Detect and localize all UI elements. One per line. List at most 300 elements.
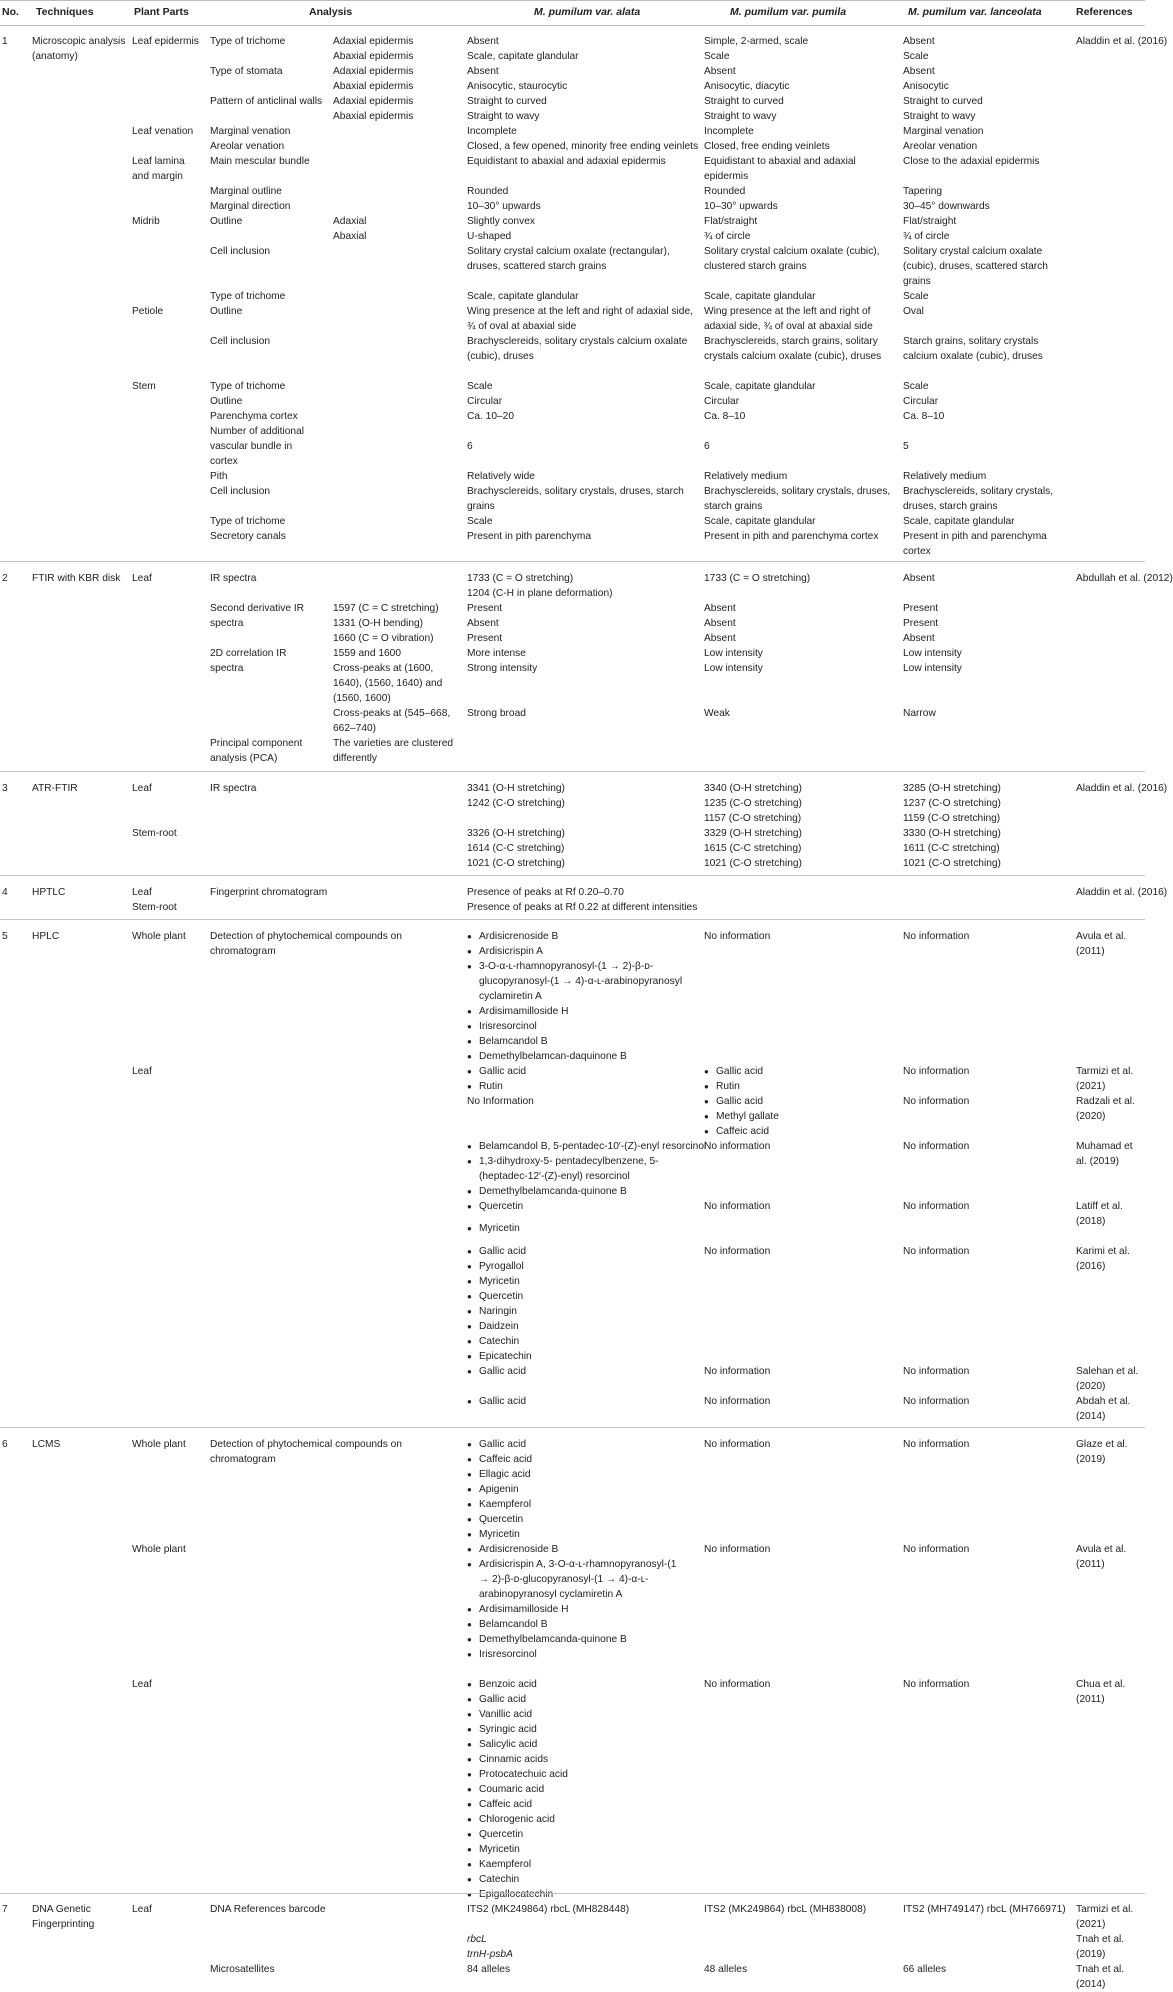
compound-list xyxy=(467,1677,568,1902)
lanceolata-value: Scale xyxy=(903,291,929,302)
pumila-value: No information xyxy=(704,1439,771,1450)
alata-value: 1733 (C = O stretching) xyxy=(467,573,574,584)
alata-value: 1614 (C-C stretching) xyxy=(467,843,565,854)
list-item: ● Caffeic acid xyxy=(467,1452,532,1467)
compound-list xyxy=(467,1199,523,1236)
analysis-sub: Abaxial epidermis xyxy=(333,81,414,92)
pumila-value: ¾ of circle xyxy=(704,231,751,242)
row-number: 5 xyxy=(2,931,8,942)
row-number: 2 xyxy=(2,573,8,584)
technique: HPLC xyxy=(32,931,60,942)
alata-value: Present in pith parenchyma xyxy=(467,531,592,542)
alata-value: 1242 (C-O stretching) xyxy=(467,798,565,809)
pumila-value: Ca. 8–10 xyxy=(704,411,746,422)
lanceolata-value: Straight to curved xyxy=(903,96,983,107)
row-number: 3 xyxy=(2,783,8,794)
pumila-value: No information xyxy=(704,1366,771,1377)
pumila-value: Anisocytic, diacytic xyxy=(704,81,790,92)
reference: Tnah et al. (2019) xyxy=(1076,1934,1125,1960)
pumila-value: ITS2 (MK249864) rbcL (MH838008) xyxy=(704,1904,867,1915)
list-item: ● Epigallocatechin xyxy=(467,1887,568,1902)
pumila-value: Brachysclereids, solitary crystals, druses, starch grains xyxy=(704,486,891,512)
reference: Salehan et al. (2020) xyxy=(1076,1366,1139,1392)
reference: Chua et al. (2011) xyxy=(1076,1679,1126,1705)
alata-value: 6 xyxy=(467,441,473,452)
reference: Glaze et al. (2019) xyxy=(1076,1439,1128,1465)
plant-part: Petiole xyxy=(132,306,164,317)
plant-part: Leaf xyxy=(132,1066,152,1077)
alata-value: 1204 (C-H in plane deformation) xyxy=(467,588,613,599)
list-item: ● Ardisimamilloside H xyxy=(467,1004,689,1019)
list-item: ● Rutin xyxy=(467,1079,526,1094)
analysis-label: Type of trichome xyxy=(210,291,286,302)
analysis-label: Type of stomata xyxy=(210,66,283,77)
pumila-value: No information xyxy=(704,1679,771,1690)
reference: Latiff et al. (2018) xyxy=(1076,1201,1123,1227)
compound-list xyxy=(467,1437,532,1542)
pumila-value: 1615 (C-C stretching) xyxy=(704,843,802,854)
row-divider xyxy=(0,771,1145,772)
analysis-label: Cell inclusion xyxy=(210,336,271,347)
lanceolata-value: Absent xyxy=(903,66,935,77)
alata-value: Present xyxy=(467,603,503,614)
pumila-value: 6 xyxy=(704,441,710,452)
list-item: ● Benzoic acid xyxy=(467,1677,568,1692)
pumila-value: No information xyxy=(704,1201,771,1212)
reference: Avula et al. (2011) xyxy=(1076,1544,1127,1570)
alata-value: Rounded xyxy=(467,186,509,197)
list-item: ● Caffeic acid xyxy=(704,1124,779,1139)
list-item: ● 3-O-α-ʟ-rhamnopyranosyl-(1 → 2)-β-ᴅ-glucopyranosyl-(1 → 4)-α-ʟ-arabinopyranosyl cyclamiretin A xyxy=(467,959,689,1004)
lanceolata-value: Solitary crystal calcium oxalate (cubic), druses, scattered starch grains xyxy=(903,246,1048,287)
reference: Muhamad et al. (2019) xyxy=(1076,1141,1133,1167)
list-item: ● Quercetin xyxy=(467,1199,523,1214)
pumila-value: Straight to curved xyxy=(704,96,784,107)
lanceolata-value: Present xyxy=(903,618,939,629)
compound-list xyxy=(704,1094,779,1139)
list-item: ● Quercetin xyxy=(467,1512,532,1527)
lanceolata-value: Tapering xyxy=(903,186,943,197)
lanceolata-value: Anisocytic xyxy=(903,81,949,92)
lanceolata-value: Circular xyxy=(903,396,939,407)
analysis-sub: Abaxial epidermis xyxy=(333,111,414,122)
list-item: ● Demethylbelamcanda-quinone B xyxy=(467,1184,706,1199)
technique: Microscopic analysis (anatomy) xyxy=(32,36,126,62)
list-item: ● Ardisicrispin A, 3-O-α-ʟ-rhamnopyranosyl-(1 → 2)-β-ᴅ-glucopyranosyl-(1 → 4)-α-ʟ-arabinopyranosyl cyclamiretin A xyxy=(467,1557,689,1602)
analysis-label: Outline xyxy=(210,306,243,317)
lanceolata-value: Marginal venation xyxy=(903,126,984,137)
analysis-sub: 1597 (C = C stretching) xyxy=(333,603,439,614)
alata-value: Strong broad xyxy=(467,708,526,719)
alata-value: No Information xyxy=(467,1096,534,1107)
pumila-value: 48 alleles xyxy=(704,1964,748,1975)
list-item: ● Rutin xyxy=(704,1079,763,1094)
lanceolata-value: No information xyxy=(903,1396,970,1407)
compound-list xyxy=(704,1064,763,1094)
analysis-label: IR spectra xyxy=(210,783,257,794)
plant-part: Leaf xyxy=(132,887,152,898)
analysis-label: Cell inclusion xyxy=(210,486,271,497)
analysis-sub: Adaxial epidermis xyxy=(333,96,414,107)
compound-list xyxy=(467,1244,532,1364)
analysis-label: Type of trichome xyxy=(210,381,286,392)
analysis-label: Secretory canals xyxy=(210,531,286,542)
header-pumila: M. pumilum var. pumila xyxy=(730,6,847,18)
list-item: ● Ardisicrenoside B xyxy=(467,1542,689,1557)
alata-value: Straight to wavy xyxy=(467,111,540,122)
list-item: ● Ardisicrenoside B xyxy=(467,929,689,944)
analysis-sub: Adaxial xyxy=(333,216,367,227)
row-number: 6 xyxy=(2,1439,8,1450)
lanceolata-value: 1237 (C-O stretching) xyxy=(903,798,1001,809)
pumila-value: No information xyxy=(704,931,771,942)
analysis-sub: 1660 (C = O vibration) xyxy=(333,633,434,644)
list-item: ● 1,3-dihydroxy-5- pentadecylbenzene, 5-(heptadec-12′-(Z)-enyl) resorcinol xyxy=(467,1154,689,1184)
pumila-value: Flat/straight xyxy=(704,216,758,227)
lanceolata-value: Flat/straight xyxy=(903,216,957,227)
lanceolata-value: 3330 (O-H stretching) xyxy=(903,828,1001,839)
alata-value: Wing presence at the left and right of adaxial side, ¾ of oval at abaxial side xyxy=(467,306,693,332)
alata-value: Absent xyxy=(467,36,499,47)
hptlc-result: Presence of peaks at Rf 0.22 at different intensities xyxy=(467,902,698,913)
reference: Tarmizi et al. (2021) xyxy=(1076,1066,1134,1092)
pumila-value: Rounded xyxy=(704,186,746,197)
pumila-value: Absent xyxy=(704,66,736,77)
compound-list xyxy=(467,1139,706,1199)
lanceolata-value: Scale, capitate glandular xyxy=(903,516,1015,527)
list-item: ● Myricetin xyxy=(467,1842,568,1857)
pumila-value: 1021 (C-O stretching) xyxy=(704,858,802,869)
alata-value: Absent xyxy=(467,618,499,629)
reference: Aladdin et al. (2016) xyxy=(1076,783,1168,794)
plant-part: Leaf epidermis xyxy=(132,36,199,47)
list-item: ● Ardisimamilloside H xyxy=(467,1602,689,1617)
list-item: ● Naringin xyxy=(467,1304,532,1319)
compound-list xyxy=(467,1064,526,1094)
alata-value: rbcL xyxy=(467,1934,487,1945)
pumila-value: No information xyxy=(704,1246,771,1257)
reference: Aladdin et al. (2016) xyxy=(1076,36,1168,47)
alata-value: 3341 (O-H stretching) xyxy=(467,783,565,794)
alata-value: Relatively wide xyxy=(467,471,535,482)
lanceolata-value: No information xyxy=(903,1201,970,1212)
list-item: ● Myricetin xyxy=(467,1274,532,1289)
pumila-value: 10–30° upwards xyxy=(704,201,778,212)
header-references: References xyxy=(1076,6,1133,18)
lanceolata-value: Oval xyxy=(903,306,924,317)
list-item: ● Demethylbelamcanda-quinone B xyxy=(467,1632,689,1647)
alata-value: Absent xyxy=(467,66,499,77)
technique: LCMS xyxy=(32,1439,61,1450)
analysis-label: Cell inclusion xyxy=(210,246,271,257)
lanceolata-value: Areolar venation xyxy=(903,141,978,152)
analysis-label: Detection of phytochemical compounds on chromatogram xyxy=(210,1439,402,1465)
plant-part: Midrib xyxy=(132,216,160,227)
lanceolata-value: Brachysclereids, solitary crystals, druses, starch grains xyxy=(903,486,1054,512)
pumila-value: No information xyxy=(704,1396,771,1407)
compound-list xyxy=(467,1394,526,1409)
lanceolata-value: 5 xyxy=(903,441,909,452)
lanceolata-value: No information xyxy=(903,931,970,942)
analysis-sub: 1559 and 1600 xyxy=(333,648,401,659)
list-item: ● Ellagic acid xyxy=(467,1467,532,1482)
list-item: ● Quercetin xyxy=(467,1289,532,1304)
alata-value: Scale, capitate glandular xyxy=(467,291,579,302)
lanceolata-value: Narrow xyxy=(903,708,936,719)
alata-value: Brachysclereids, solitary crystals calcium oxalate (cubic), druses xyxy=(467,336,688,362)
analysis-label: Parenchyma cortex xyxy=(210,411,298,422)
alata-value: ITS2 (MK249864) rbcL (MH828448) xyxy=(467,1904,630,1915)
row-divider xyxy=(0,1427,1145,1428)
pumila-value: Incomplete xyxy=(704,126,754,137)
list-item: ● Methyl gallate xyxy=(704,1109,779,1124)
lanceolata-value: Relatively medium xyxy=(903,471,987,482)
analysis-sub: 1331 (O-H bending) xyxy=(333,618,424,629)
lanceolata-value: 66 alleles xyxy=(903,1964,947,1975)
pumila-value: 1733 (C = O stretching) xyxy=(704,573,811,584)
lanceolata-value: Absent xyxy=(903,36,935,47)
list-item: ● Gallic acid xyxy=(704,1094,779,1109)
lanceolata-value: No information xyxy=(903,1544,970,1555)
analysis-label: Type of trichome xyxy=(210,36,286,47)
pumila-value: Present in pith and parenchyma cortex xyxy=(704,531,879,542)
analysis-label: Marginal outline xyxy=(210,186,282,197)
list-item: ● Ardisicrispin A xyxy=(467,944,689,959)
pumila-value: Absent xyxy=(704,603,736,614)
pumila-value: 3329 (O-H stretching) xyxy=(704,828,802,839)
analysis-label: Pith xyxy=(210,471,228,482)
lanceolata-value: Present xyxy=(903,603,939,614)
list-item: ● Belamcandol B, 5-pentadec-10′-(Z)-enyl resorcinol xyxy=(467,1139,706,1154)
lanceolata-value: Starch grains, solitary crystals calcium oxalate (cubic), druses xyxy=(903,336,1043,362)
pumila-value: 1235 (C-O stretching) xyxy=(704,798,802,809)
analysis-label: Pattern of anticlinal walls xyxy=(210,96,323,107)
reference: Avula et al. (2011) xyxy=(1076,931,1127,957)
list-item: ● Caffeic acid xyxy=(467,1797,568,1812)
list-item: ● Gallic acid xyxy=(467,1064,526,1079)
reference: Abdah et al. (2014) xyxy=(1076,1396,1131,1422)
pumila-value: Low intensity xyxy=(704,648,763,659)
list-item: ● Gallic acid xyxy=(704,1064,763,1079)
pumila-value: Scale, capitate glandular xyxy=(704,381,816,392)
compound-list xyxy=(467,1542,689,1662)
pumila-value: Scale, capitate glandular xyxy=(704,516,816,527)
alata-value: 1021 (C-O stretching) xyxy=(467,858,565,869)
row-divider xyxy=(0,561,1145,562)
pumila-value: Low intensity xyxy=(704,663,763,674)
alata-value: trnH-psbA xyxy=(467,1949,513,1960)
plant-part: Stem-root xyxy=(132,902,177,913)
technique: HPTLC xyxy=(32,887,66,898)
row-divider xyxy=(0,1893,1145,1894)
lanceolata-value: Ca. 8–10 xyxy=(903,411,945,422)
analysis-label: Detection of phytochemical compounds on chromatogram xyxy=(210,931,402,957)
list-item: ● Cinnamic acids xyxy=(467,1752,568,1767)
lanceolata-value: Absent xyxy=(903,573,935,584)
plant-part: Leaf xyxy=(132,783,152,794)
lanceolata-value: Scale xyxy=(903,381,929,392)
analysis-label: DNA References barcode xyxy=(210,1904,326,1915)
alata-value: Ca. 10–20 xyxy=(467,411,515,422)
analysis-label: 2D correlation IR spectra xyxy=(210,648,287,674)
row-divider xyxy=(0,919,1145,920)
pumila-value: Wing presence at the left and right of adaxial side, ¾ of oval at abaxial side xyxy=(704,306,873,332)
analysis-label: IR spectra xyxy=(210,573,257,584)
alata-value: 10–30° upwards xyxy=(467,201,541,212)
alata-value: Slightly convex xyxy=(467,216,535,227)
list-item: ● Epicatechin xyxy=(467,1349,532,1364)
list-item: ● Myricetin xyxy=(467,1221,523,1236)
list-item: ● Vanillic acid xyxy=(467,1707,568,1722)
pumila-value: Solitary crystal calcium oxalate (cubic), clustered starch grains xyxy=(704,246,880,272)
header-analysis: Analysis xyxy=(309,6,353,18)
lanceolata-value: ¾ of circle xyxy=(903,231,950,242)
lanceolata-value: Close to the adaxial epidermis xyxy=(903,156,1040,167)
analysis-sub: The varieties are clustered differently xyxy=(333,738,454,764)
row-number: 4 xyxy=(2,887,8,898)
analysis-sub: Abaxial xyxy=(333,231,367,242)
analysis-label: Principal component analysis (PCA) xyxy=(210,738,303,764)
list-item: ● Gallic acid xyxy=(467,1364,526,1379)
lanceolata-value: ITS2 (MH749147) rbcL (MH766971) xyxy=(903,1904,1066,1915)
lanceolata-value: 3285 (O-H stretching) xyxy=(903,783,1001,794)
technique: DNA Genetic Fingerprinting xyxy=(32,1904,95,1930)
lanceolata-value: No information xyxy=(903,1096,970,1107)
plant-part: Leaf venation xyxy=(132,126,194,137)
list-item: ● Apigenin xyxy=(467,1482,532,1497)
analysis-label: Number of additional vascular bundle in cortex xyxy=(210,426,305,467)
list-item: ● Kaempferol xyxy=(467,1857,568,1872)
pumila-value: No information xyxy=(704,1141,771,1152)
pumila-value: Absent xyxy=(704,633,736,644)
lanceolata-value: Straight to wavy xyxy=(903,111,976,122)
row-number: 1 xyxy=(2,36,8,47)
alata-value: More intense xyxy=(467,648,526,659)
pumila-value: Straight to wavy xyxy=(704,111,777,122)
list-item: ● Quercetin xyxy=(467,1827,568,1842)
alata-value: Circular xyxy=(467,396,503,407)
list-item: ● Salicylic acid xyxy=(467,1737,568,1752)
lanceolata-value: Low intensity xyxy=(903,663,962,674)
alata-value: 3326 (O-H stretching) xyxy=(467,828,565,839)
list-item: ● Gallic acid xyxy=(467,1394,526,1409)
alata-value: Scale xyxy=(467,516,493,527)
lanceolata-value: No information xyxy=(903,1066,970,1077)
list-item: ● Protocatechuic acid xyxy=(467,1767,568,1782)
plant-part: Leaf lamina and margin xyxy=(132,156,185,182)
lanceolata-value: 30–45° downwards xyxy=(903,201,990,212)
header-plant-parts: Plant Parts xyxy=(134,6,189,18)
alata-value: Closed, a few opened, minority free ending veinlets xyxy=(467,141,699,152)
header-lanceolata: M. pumilum var. lanceolata xyxy=(908,6,1042,18)
lanceolata-value: No information xyxy=(903,1439,970,1450)
lanceolata-value: No information xyxy=(903,1141,970,1152)
alata-value: Equidistant to abaxial and adaxial epidermis xyxy=(467,156,666,167)
reference: Aladdin et al. (2016) xyxy=(1076,887,1168,898)
alata-value: Strong intensity xyxy=(467,663,538,674)
list-item: ● Myricetin xyxy=(467,1527,532,1542)
pumila-value: Circular xyxy=(704,396,740,407)
header-alata: M. pumilum var. alata xyxy=(534,6,641,18)
analysis-label: Main mescular bundle xyxy=(210,156,310,167)
alata-value: Straight to curved xyxy=(467,96,547,107)
plant-part: Whole plant xyxy=(132,931,186,942)
table-header xyxy=(0,0,1145,26)
lanceolata-value: Present in pith and parenchyma cortex xyxy=(903,531,1047,557)
plant-part: Whole plant xyxy=(132,1544,186,1555)
list-item: ● Daidzein xyxy=(467,1319,532,1334)
analysis-sub: Abaxial epidermis xyxy=(333,51,414,62)
pumila-value: 1157 (C-O stretching) xyxy=(704,813,802,824)
list-item: ● Coumaric acid xyxy=(467,1782,568,1797)
technique: FTIR with KBR disk xyxy=(32,573,121,584)
plant-part: Stem xyxy=(132,381,156,392)
pumila-value: Equidistant to abaxial and adaxial epidermis xyxy=(704,156,856,182)
row-number: 7 xyxy=(2,1904,8,1915)
plant-part: Whole plant xyxy=(132,1439,186,1450)
reference: Abdullah et al. (2012) xyxy=(1076,573,1173,584)
pumila-value: Closed, free ending veinlets xyxy=(704,141,830,152)
lanceolata-value: 1611 (C-C stretching) xyxy=(903,843,1000,854)
analysis-label: Outline xyxy=(210,216,243,227)
plant-part: Leaf xyxy=(132,573,152,584)
plant-part: Stem-root xyxy=(132,828,177,839)
lanceolata-value: Scale xyxy=(903,51,929,62)
list-item: ● Demethylbelamcan-daquinone B xyxy=(467,1049,689,1064)
header-techniques: Techniques xyxy=(36,6,94,18)
hptlc-result: Presence of peaks at Rf 0.20–0.70 xyxy=(467,887,624,898)
alata-value: Brachysclereids, solitary crystals, druses, starch grains xyxy=(467,486,684,512)
technique: ATR-FTIR xyxy=(32,783,78,794)
list-item: ● Belamcandol B xyxy=(467,1617,689,1632)
reference: Radzali et al. (2020) xyxy=(1076,1096,1135,1122)
compound-list xyxy=(467,929,689,1064)
analysis-label: Type of trichome xyxy=(210,516,286,527)
lanceolata-value: No information xyxy=(903,1246,970,1257)
alata-value: Anisocytic, staurocytic xyxy=(467,81,568,92)
list-item: ● Catechin xyxy=(467,1872,568,1887)
lanceolata-value: No information xyxy=(903,1366,970,1377)
list-item: ● Kaempferol xyxy=(467,1497,532,1512)
pumila-value: Weak xyxy=(704,708,730,719)
alata-value: Incomplete xyxy=(467,126,517,137)
pumila-value: 3340 (O-H stretching) xyxy=(704,783,802,794)
plant-part: Leaf xyxy=(132,1904,152,1915)
list-item: ● Gallic acid xyxy=(467,1437,532,1452)
pumila-value: Scale xyxy=(704,51,730,62)
compound-list xyxy=(467,1364,526,1379)
analysis-label: Marginal venation xyxy=(210,126,291,137)
analysis-label: Second derivative IR spectra xyxy=(210,603,305,629)
lanceolata-value: Low intensity xyxy=(903,648,962,659)
analysis-label: Areolar venation xyxy=(210,141,285,152)
analysis-label: Microsatellites xyxy=(210,1964,275,1975)
analysis-label: Marginal direction xyxy=(210,201,291,212)
alata-value: Solitary crystal calcium oxalate (rectangular), druses, scattered starch grains xyxy=(467,246,670,272)
lanceolata-value: No information xyxy=(903,1679,970,1690)
lanceolata-value: 1021 (C-O stretching) xyxy=(903,858,1001,869)
list-item: ● Syringic acid xyxy=(467,1722,568,1737)
header-no: No. xyxy=(2,6,19,18)
plant-part: Leaf xyxy=(132,1679,152,1690)
analysis-sub: Adaxial epidermis xyxy=(333,36,414,47)
pumila-value: Scale, capitate glandular xyxy=(704,291,816,302)
list-item: ● Belamcandol B xyxy=(467,1034,689,1049)
pumila-value: Simple, 2-armed, scale xyxy=(704,36,809,47)
list-item: ● Pyrogallol xyxy=(467,1259,532,1274)
list-item: ● Catechin xyxy=(467,1334,532,1349)
row-divider xyxy=(0,875,1145,876)
